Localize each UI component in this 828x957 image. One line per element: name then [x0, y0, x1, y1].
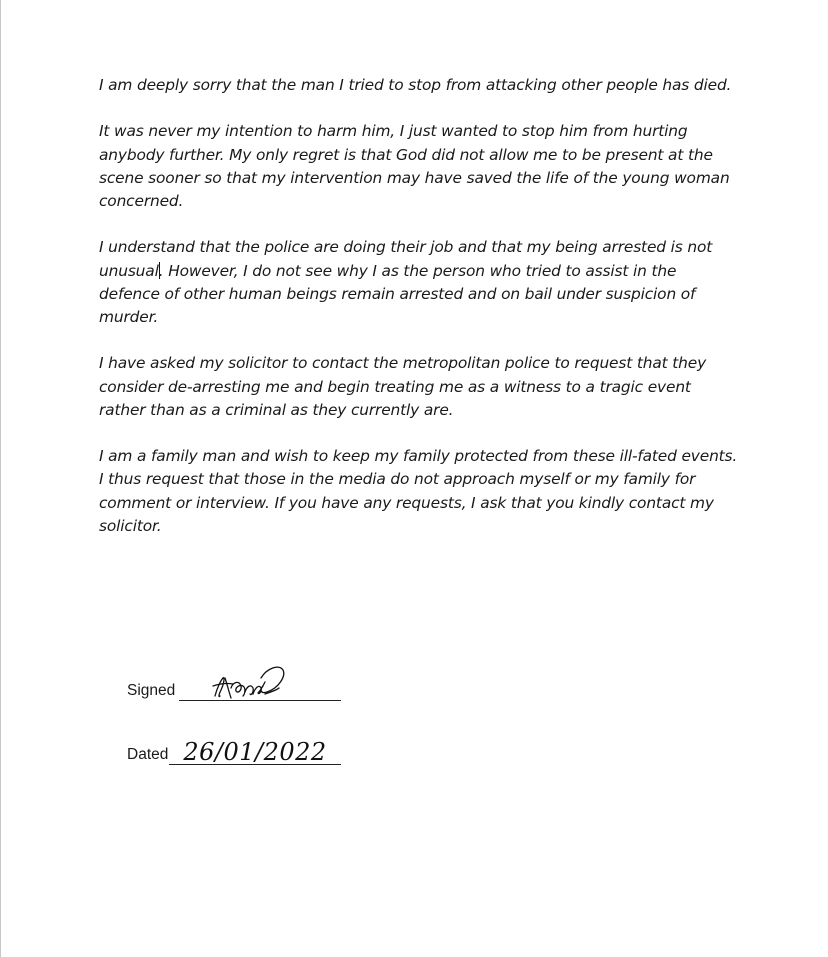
- statement-body[interactable]: [99, 74, 739, 561]
- paragraph-5: I am a family man and wish to keep my family protected from these ill-fated events. I thus request that those in the media do not approach myself or my family for comment or interview. If you have any requests, I ask that you kindly contact my solicitor.: [99, 447, 738, 535]
- signed-label: Signed: [127, 682, 176, 699]
- dated-label: Dated: [127, 746, 169, 763]
- signature-block: [121, 656, 361, 786]
- signed-row: [127, 666, 341, 701]
- dated-row: [127, 738, 341, 765]
- handwritten-signature: [209, 658, 289, 704]
- paragraph-1: I am deeply sorry that the man I tried to stop from attacking other people has died.: [99, 76, 732, 94]
- paragraph-4: I have asked my solicitor to contact the metropolitan police to request that they consider de-arresting me and begin treating me as a witness to a tragic event rather than as a criminal as they currently are.: [99, 354, 707, 419]
- date-line: [169, 738, 341, 765]
- paragraph-3-after-cursor: . However, I do not see why I as the person who tried to assist in the defence of other human beings remain arrested and on bail under suspicion of murder.: [99, 261, 696, 326]
- signature-line: [179, 666, 341, 701]
- paragraph-2: It was never my intention to harm him, I just wanted to stop him from hurting anybody further. My only regret is that God did not allow me to be present at the scene sooner so that my intervention may have saved the life of the young woman concerned.: [99, 122, 730, 210]
- paragraph-3-before-cursor: I understand that the police are doing their job and that my being arrested is not unusual: [99, 238, 713, 280]
- handwritten-date: 26/01/2022: [183, 738, 327, 766]
- paragraph-3: [99, 236, 739, 329]
